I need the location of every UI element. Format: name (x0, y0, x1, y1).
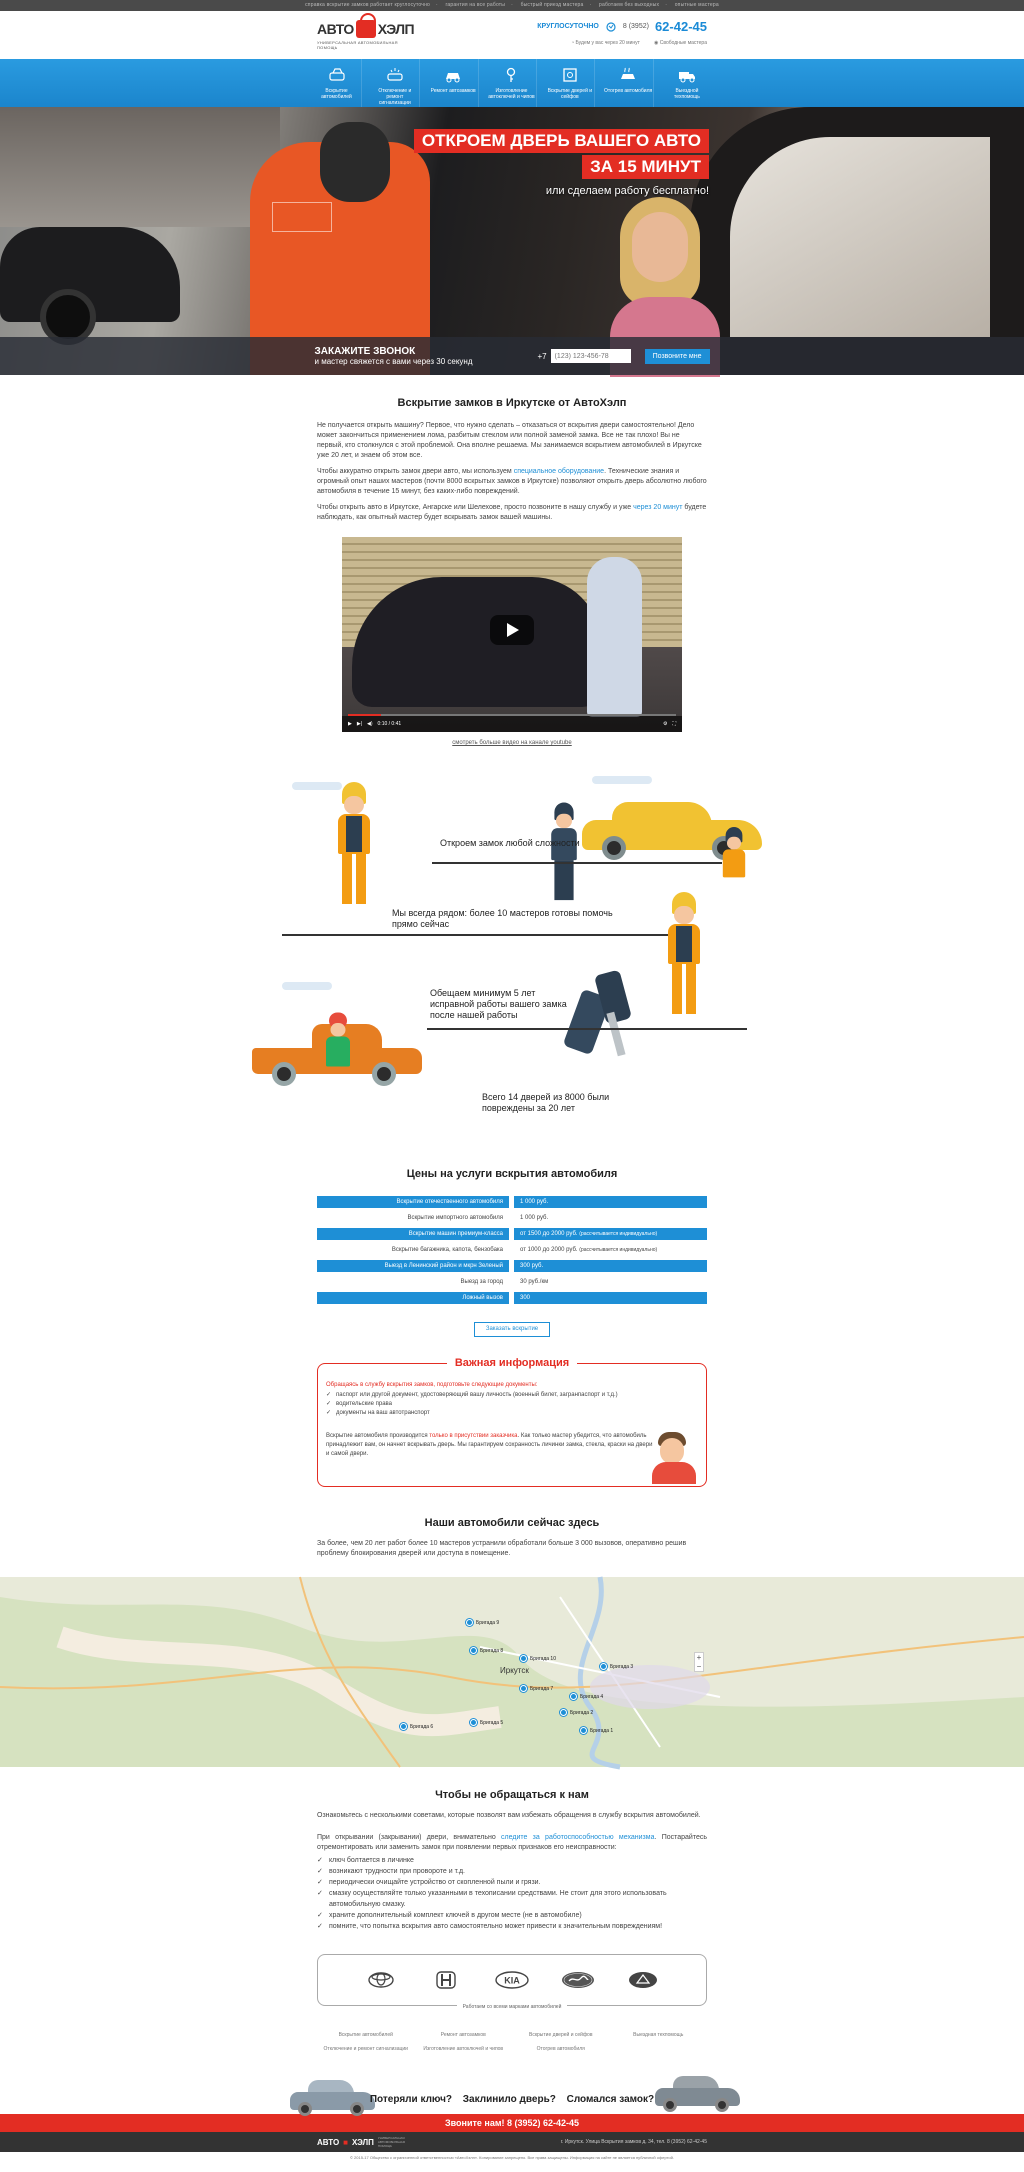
price-table (317, 1192, 707, 1308)
topline-item: справка вскрытие замков работает круглосуточно (305, 2, 431, 8)
footer-nav-link[interactable]: Выездная техпомощь (633, 2032, 684, 2038)
video-time: 0:10 / 0:41 (377, 721, 402, 727)
cars-now-text: За более, чем 20 лет работ более 10 мастеров устранили обработали больше 3 000 вызовов, оперативно решив проблему блокирования дверей или доступа в помещение. (317, 1540, 687, 1557)
list-item: ✓ храните дополнительный комплект ключей в другом месте (не в автомобиле) (317, 1910, 707, 1921)
question-text: Сломался замок? (566, 2094, 655, 2105)
woman-illustration (322, 1013, 355, 1088)
key-icon (502, 67, 520, 83)
documents-lead: Обращаясь в службу вскрытия замков, подготовьте следующие документы: (326, 1382, 538, 1388)
price-service: Ложный вызов (317, 1292, 509, 1304)
price-service: Вскрытие отечественного автомобиля (317, 1196, 509, 1208)
topline-item: опытные мастера (674, 2, 719, 8)
tow-truck-icon (678, 67, 696, 83)
video-car (352, 577, 602, 707)
table-row (317, 1212, 707, 1224)
map-marker-icon (560, 1709, 567, 1716)
driver-illustration (546, 803, 581, 903)
price-value: 1 000 руб. (514, 1196, 707, 1208)
footer-nav-link[interactable]: Изготовление автоключей и чипов (423, 2046, 504, 2052)
shirt-logo (272, 202, 332, 232)
table-row (317, 1260, 707, 1272)
footer-nav (317, 2032, 707, 2052)
nav-item-label: Вскрытие дверей и сейфов (547, 88, 593, 100)
hero-banner (0, 107, 1024, 375)
table-row (317, 1276, 707, 1288)
feature-text: Откроем замок любой сложности (440, 838, 580, 848)
footer-address: г. Иркутск. Улица Вскрытия замков д. 34, тел. 8 (3952) 62-42-45 (560, 2139, 707, 2145)
topline-item: быстрый приезд мастера (520, 2, 584, 8)
play-icon[interactable] (490, 615, 534, 645)
round-clock-label: КРУГЛОСУТОЧНО (537, 23, 599, 30)
car-door (690, 107, 1024, 375)
price-service: Вскрытие машин премиум-класса (317, 1228, 509, 1240)
advice-section (0, 1789, 1024, 2010)
map-marker-icon (580, 1727, 587, 1734)
about-paragraph: Не получается открыть машину? Первое, что нужно сделать – отказаться от вскрытия двери самостоятельно! Дело может закончиться применением лома, разбитым стеклом или полной заменой замка. Все не так плохо! Вы не первый, кто столкнулся с этой проблемой. Она вполне решаема. Мы занимаемся вскрытием автомобилей в Иркутске уже 20 лет, и знаем об этом все. (317, 422, 702, 459)
advice-paragraph: При открывании (закрывании) двери, внимательно следите за работоспособностью механизма. Постарайтесь отремонтировать или заменить замок при появлении первых признаков его неисправности: (317, 1834, 708, 1851)
nav-item-label: Вскрытие автомобилей (321, 88, 352, 100)
price-value: от 1000 до 2000 руб. (рассчитывается индивидуально) (514, 1244, 707, 1256)
car-repair-icon (444, 67, 462, 83)
brands-box (317, 1954, 707, 2010)
logo-subtitle: УНИВЕРСАЛЬНАЯ АВТОМОБИЛЬНАЯ ПОМОЩЬ (317, 40, 398, 50)
list-item: ✓ ключ болтается в личинке (317, 1855, 707, 1866)
price-value: от 1500 до 2000 руб. (рассчитывается индивидуально) (514, 1228, 707, 1240)
footer-nav-link[interactable]: Ремонт автозамков (440, 2032, 486, 2038)
map-pin[interactable]: Бригада 1 (580, 1727, 613, 1734)
map-pin[interactable]: Бригада 7 (520, 1685, 553, 1692)
brands-caption: Работаем со всеми марками автомобилей (457, 2004, 568, 2010)
car-alarm-icon (386, 67, 404, 83)
feature-text: Всего 14 дверей из 8000 были повреждены за 20 лет (482, 1092, 610, 1113)
footer-nav-link[interactable]: Отключение и ремонт сигнализации (323, 2046, 408, 2052)
callback-bar (0, 337, 1024, 375)
nav-item-label: Изготовление автоключей и чипов (488, 88, 535, 100)
map-marker-icon (570, 1693, 577, 1700)
lock-icon (356, 20, 376, 38)
safe-icon (561, 67, 579, 83)
nav-item-2[interactable] (370, 59, 420, 107)
price-value: 300 (514, 1292, 707, 1304)
table-row (317, 1292, 707, 1304)
hero-subline: или сделаем работу бесплатно! (545, 185, 709, 197)
footer-nav-link[interactable]: Вскрытие дверей и сейфов (529, 2032, 593, 2038)
service-nav (0, 59, 1024, 107)
phone-prefix: +7 (537, 351, 547, 361)
lock-icon: ■ (343, 2137, 349, 2147)
list-item: ✓ периодически очищайте устройство от скопленной пыли и грязи. (317, 1877, 707, 1888)
about-paragraph: Чтобы открыть авто в Иркутске, Ангарске или Шелехове, просто позвоните в нашу службу и уже через 20 минут будете наблюдать, как опытный мастер будет вскрывать замок вашей машины. (317, 504, 707, 521)
worker-illustration (719, 827, 750, 897)
feature-text: Обещаем минимум 5 лет исправной работы вашего замка после нашей работы (430, 988, 567, 1020)
header-phone[interactable]: 62-42-45 (654, 19, 707, 34)
feature-line (282, 934, 672, 936)
logo[interactable] (317, 20, 417, 50)
ford-logo (561, 1970, 595, 1990)
video-man (587, 557, 642, 717)
next-icon[interactable]: ▶| (356, 721, 363, 727)
hero-headline-2: ЗА 15 МИНУТ (582, 155, 709, 179)
header-contacts (537, 19, 707, 46)
site-footer (0, 2132, 1024, 2152)
map-pin[interactable]: Бригада 6 (400, 1723, 433, 1730)
map-marker-icon (520, 1655, 527, 1662)
car-heat-icon (619, 67, 637, 83)
advice-list (317, 1855, 707, 1932)
topline-item: работаем без выходных (599, 2, 660, 8)
price-service: Выезд за город (317, 1276, 509, 1288)
phone-code: 8 (3952) (622, 23, 649, 30)
list-item: ✓ возникают трудности при провороте и т.д. (317, 1866, 707, 1877)
table-row (317, 1196, 707, 1208)
topline-item: гарантия на все работы (445, 2, 506, 8)
cloud (592, 776, 652, 784)
price-value: 1 000 руб. (514, 1212, 707, 1224)
call-us-bar[interactable]: Звоните нам! 8 (3952) 62-42-45 (0, 2114, 1024, 2132)
play-button-icon[interactable]: ▶ (348, 721, 352, 727)
map-pin[interactable]: Бригада 2 (560, 1709, 593, 1716)
map-marker-icon (470, 1719, 477, 1726)
list-item: ✓ смазку осуществляйте только указанными в техописании средствами. Не стоит для этого использовать автомобильную смазку. (317, 1888, 707, 1910)
about-section (0, 375, 1024, 746)
map-city-label: Иркутск (500, 1666, 529, 1675)
hero-headline (414, 129, 709, 197)
nav-item-label: Выездной техпомощь (674, 88, 700, 100)
feature-text: Мы всегда рядом: более 10 мастеров готовы помочь прямо сейчас (392, 908, 613, 929)
footer-nav-link[interactable]: Вскрытие автомобилей (338, 2032, 393, 2038)
map-pin[interactable]: Бригада 3 (600, 1663, 633, 1670)
list-item: ✓ помните, что попытка вскрытия авто самостоятельно может привести к значительным повреждениям! (317, 1921, 707, 1932)
car-open-icon (328, 67, 346, 83)
nav-item-3[interactable] (429, 59, 479, 107)
callback-subtitle: и мастер свяжется с вами через 30 секунд (314, 357, 473, 366)
map-marker-icon (466, 1619, 473, 1626)
nav-item-7[interactable] (662, 59, 712, 107)
equipment-link[interactable]: специальное оборудование (513, 468, 605, 475)
prices-section (0, 1168, 1024, 1337)
nav-item-1[interactable] (312, 59, 362, 107)
hero-headline-1: ОТКРОЕМ ДВЕРЬ ВАШЕГО АВТО (414, 129, 709, 153)
footer-logo[interactable]: АВТО ■ ХЭЛП УНИВЕРСАЛЬНАЯ АВТОМОБИЛЬНАЯ ПОМОЩЬ (317, 2136, 405, 2148)
volume-icon[interactable]: ◀) (367, 721, 373, 727)
site-header (0, 11, 1024, 59)
list-item: ✓ водительские права (326, 1400, 698, 1409)
map-marker-icon (400, 1723, 407, 1730)
nav-item-4[interactable] (487, 59, 537, 107)
nav-item-label: Отогрев автомобиля (604, 88, 653, 94)
lada-logo (626, 1970, 660, 1990)
nav-item-6[interactable] (604, 59, 654, 107)
copyright: © 2015-17 Общество с ограниченной ответственностью «АвтоХэлп». Копирование запрещено. Все права защищены. Информация на сайте не является публичной офертой. (349, 2155, 674, 2160)
map-pin[interactable]: Бригада 8 (470, 1647, 503, 1654)
cloud (282, 982, 332, 990)
cars-now-section (0, 1517, 1024, 1767)
arrival-time-link[interactable]: через 20 минут (633, 504, 683, 511)
svg-text:KIA: KIA (504, 1975, 520, 1986)
map-marker-icon (600, 1663, 607, 1670)
footer-nav-link (610, 2046, 708, 2052)
section-title: Вскрытие замков в Иркутске от АвтоХэлп (397, 397, 627, 409)
kia-logo (495, 1970, 529, 1990)
section-title: Наши автомобили сейчас здесь (424, 1517, 600, 1529)
feature-line (427, 1028, 747, 1030)
price-value: 30 руб./км (514, 1276, 707, 1288)
map[interactable] (0, 1577, 1024, 1767)
price-service: Вскрытие импортного автомобиля (317, 1212, 509, 1224)
logo-text-right: ХЭЛП (377, 21, 415, 37)
logo-text-left: АВТО (317, 21, 354, 37)
map-pin[interactable]: Бригада 4 (570, 1693, 603, 1700)
about-paragraph: Чтобы аккуратно открыть замок двери авто, мы используем специальное оборудование. Технические знания и огромный опыт наших мастеров (почти 8000 вскрытых замков в Иркутске) позволяют открыть дверь абсолютно любого автомобиля в течение 15 минут, без каких-либо повреждений. (317, 468, 707, 495)
honda-logo (429, 1970, 463, 1990)
map-zoom-control[interactable]: + − (694, 1652, 704, 1672)
toyota-logo (364, 1970, 398, 1990)
video-player[interactable] (342, 537, 682, 732)
features-illustration (252, 772, 772, 1142)
important-info-box (317, 1357, 707, 1487)
arrival-note: ◔ Будем у вас через 20 минут (571, 40, 640, 46)
video-controls (342, 716, 682, 732)
callback-phone-input[interactable] (551, 349, 631, 363)
advice-paragraph: Ознакомьтесь с несколькими советами, которые позволят вам избежать обращения в службу вскрытия автомобилей. (317, 1812, 701, 1819)
prefooter-banner (0, 2074, 1024, 2114)
nav-item-label: Ремонт автозамков (430, 88, 476, 94)
feature-line (432, 862, 722, 864)
price-service: Выезд в Ленинский район и мкрн Зеленый (317, 1260, 509, 1272)
mechanic-illustration (662, 892, 706, 1017)
list-item: ✓ документы на ваш автотранспорт (326, 1409, 698, 1418)
pointing-man-illustration (652, 1428, 696, 1484)
map-pin[interactable]: Бригада 9 (466, 1619, 499, 1626)
callback-button[interactable]: Позвоните мне (645, 349, 710, 364)
background-car (0, 227, 180, 322)
important-title: Важная информация (447, 1357, 577, 1369)
order-button[interactable]: Заказать вскрытие (474, 1322, 550, 1337)
map-marker-icon (470, 1647, 477, 1654)
table-row (317, 1244, 707, 1256)
nav-item-label: Отключение и ремонт сигнализации (378, 88, 412, 106)
top-info-line: справка вскрытие замков работает круглосуточно · гарантия на все работы · быстрый приезд мастера · работаем без выходных · опытные мастера (0, 0, 1024, 11)
table-row (317, 1228, 707, 1240)
fullscreen-icon[interactable]: ⛶ (672, 721, 676, 727)
callback-title: ЗАКАЖИТЕ ЗВОНОК (314, 346, 416, 357)
documents-list (326, 1391, 698, 1418)
phone-icon (605, 22, 617, 32)
question-text: Заклинило дверь? (462, 2094, 556, 2105)
background-building (0, 107, 280, 227)
suv-open-trunk-illustration (655, 2074, 740, 2114)
map-marker-icon (520, 1685, 527, 1692)
youtube-link[interactable]: смотреть больше видео на канале youtube (452, 740, 572, 746)
section-title: Цены на услуги вскрытия автомобиля (406, 1168, 618, 1180)
presence-note: Вскрытие автомобиля производится только в присутствии заказчика. Как только мастер убедится, что автомобиль принадлежит вам, он начнет вскрывать дверь. Мы гарантируем сохранность личинки замка, стекла, краски на двери и самой двери. (326, 1433, 653, 1457)
footer-nav-link[interactable]: Отогрев автомобиля (536, 2046, 585, 2052)
question-text: Потеряли ключ? (369, 2094, 452, 2105)
car-keys-illustration (572, 972, 642, 1062)
section-title: Чтобы не обращаться к нам (435, 1789, 589, 1801)
map-pin[interactable]: Бригада 5 (470, 1719, 503, 1726)
mechanic-illustration (332, 782, 376, 907)
map-pin[interactable]: Бригада 10 (520, 1655, 556, 1662)
settings-icon[interactable]: ⚙ (663, 721, 668, 727)
mechanism-link[interactable]: следите за работоспособностью механизма (501, 1834, 655, 1841)
list-item: ✓ паспорт или другой документ, удостоверяющий вашу личность (военный билет, загранпаспорт и т.д.) (326, 1391, 698, 1400)
price-service: Вскрытие багажника, капота, бензобака (317, 1244, 509, 1256)
price-value: 300 руб. (514, 1260, 707, 1272)
free-masters-link[interactable]: ◉ Свободные мастера (653, 40, 707, 46)
nav-item-5[interactable] (545, 59, 595, 107)
